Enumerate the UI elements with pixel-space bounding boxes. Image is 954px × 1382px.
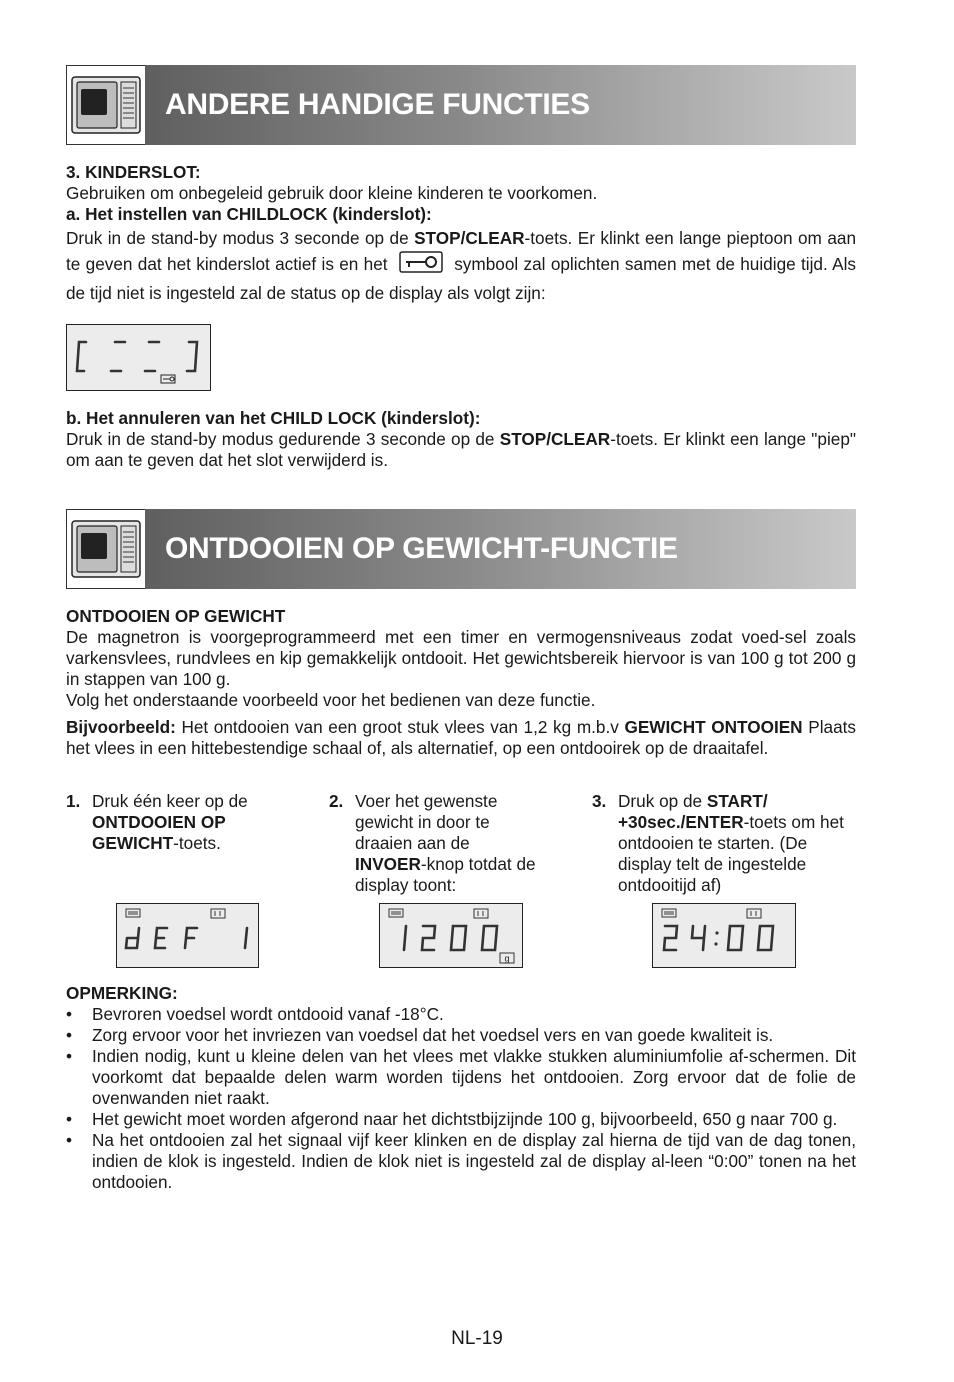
childlock-set-text: Druk in de stand-by modus 3 seconde op de STOP/CLEAR-toets. Er klinkt een lange pieptoon om aan te geven dat het kinderslot actief is en het symbool zal oplichten samen met de huidige tijd. Als de tijd niet is ingesteld zal de status op de display als volgt zijn:: [66, 228, 857, 303]
microwave-icon: [66, 65, 146, 145]
lock-key-icon: [399, 251, 443, 280]
list-item: • Het gewicht moet worden afgerond naar het dichtstbijzijnde 100 g, bijvoorbeeld, 650 g naar 700 g.: [66, 1109, 856, 1130]
notes-heading: OPMERKING:: [66, 983, 178, 1003]
display-def1: [116, 903, 259, 968]
weight-icon: [747, 909, 761, 918]
childlock-set-heading: a. Het instellen van CHILDLOCK (kinderslot):: [66, 204, 432, 224]
defrost-icon: [662, 909, 676, 917]
notes-section: [66, 983, 856, 1193]
display-2400: [652, 903, 796, 968]
list-item: • Indien nodig, kunt u kleine delen van het vlees met vlakke stukken aluminiumfolie af-schermen. Dit voorkomt dat bepaalde delen warm worden tijdens het ontdooien. Zorg ervoor dat de folie de ovenwanden niet raakt.: [66, 1046, 856, 1109]
list-item: • Bevroren voedsel wordt ontdooid vanaf -18°C.: [66, 1004, 856, 1025]
section-title: ANDERE HANDIGE FUNCTIES: [165, 88, 590, 121]
ontdooien-para2: Volg het onderstaande voorbeeld voor het bedienen van deze functie.: [66, 690, 596, 710]
microwave-icon: [66, 509, 146, 589]
section-header-andere: [66, 65, 856, 145]
ontdooien-heading: ONTDOOIEN OP GEWICHT: [66, 606, 286, 626]
kinderslot-section: [66, 162, 856, 306]
list-item: • Zorg ervoor voor het invriezen van voedsel dat het voedsel vers en van goede kwaliteit is.: [66, 1025, 856, 1046]
weight-icon: [474, 909, 488, 918]
ontdooien-section: [66, 606, 856, 759]
list-item: • Na het ontdooien zal het signaal vijf keer klinken en de display zal hierna de tijd van de dag tonen, indien de klok is ingesteld. Indien de klok niet is ingesteld zal de display al-leen “0:00” tonen na het ontdooien.: [66, 1130, 856, 1193]
kinderslot-heading: 3. KINDERSLOT:: [66, 162, 201, 182]
defrost-icon: [389, 909, 403, 917]
weight-unit: g: [504, 953, 510, 964]
childlock-display: [66, 324, 211, 391]
weight-icon: [211, 909, 225, 918]
childlock-cancel: [66, 408, 856, 471]
childlock-cancel-heading: b. Het annuleren van het CHILD LOCK (kinderslot):: [66, 408, 481, 428]
section-title: ONTDOOIEN OP GEWICHT-FUNCTIE: [165, 532, 678, 565]
section-header-ontdooien: [66, 509, 856, 589]
lock-key-icon: [161, 375, 175, 383]
example-text: Bijvoorbeeld: Het ontdooien van een groot stuk vlees van 1,2 kg m.b.v GEWICHT ONTOOIEN Plaats het vlees in een hittebestendige schaal of, als alternatief, op een ontdooirek op de draaitafel.: [66, 717, 856, 758]
page-number: NL-19: [451, 1328, 503, 1349]
ontdooien-para1: De magnetron is voorgeprogrammeerd met een timer en vermogensniveaus zodat voed-sel zoals varkensvlees, rundvlees en kip gemakkelijk ontdooit. Het gewichtsbereik hiervoor is van 100 g tot 200 g in stappen van 100 g.: [66, 627, 856, 689]
childlock-cancel-text: Druk in de stand-by modus gedurende 3 seconde op de STOP/CLEAR-toets. Er klinkt een lange "piep" om aan te geven dat het slot verwijderd is.: [66, 429, 856, 470]
kinderslot-intro: Gebruiken om onbegeleid gebruik door kleine kinderen te voorkomen.: [66, 183, 598, 203]
defrost-icon: [126, 909, 140, 917]
display-1200: [379, 903, 523, 968]
